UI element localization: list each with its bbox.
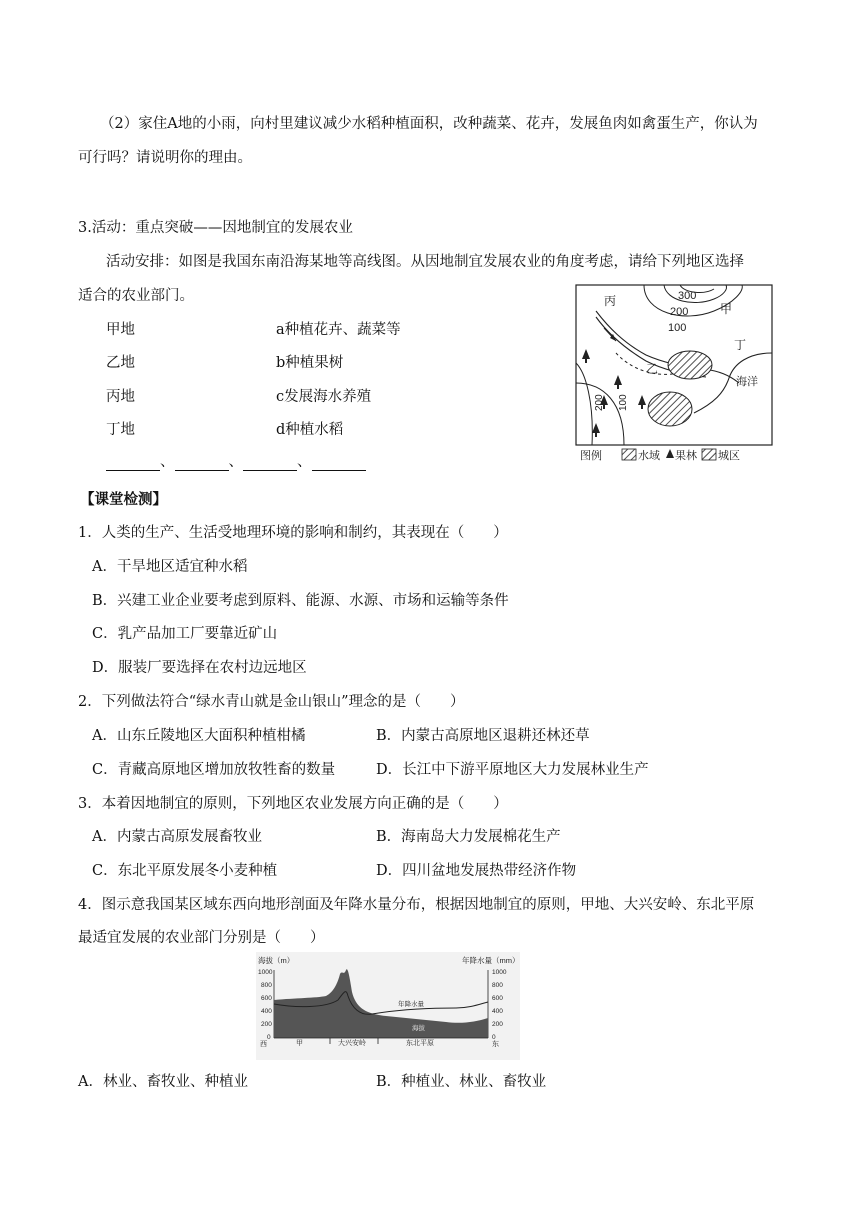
svg-text:600: 600 xyxy=(261,995,272,1002)
svg-text:600: 600 xyxy=(492,995,503,1002)
right-axis-title: 年降水量（mm） xyxy=(462,956,520,965)
option-b: b种植果树 xyxy=(276,355,344,371)
option-c: c发展海水养殖 xyxy=(276,389,372,405)
water-area xyxy=(668,351,712,379)
legend-tree-icon xyxy=(666,449,674,458)
terrain-profile-figure xyxy=(256,952,520,1060)
q1-option-c[interactable]: C．乳产品加工厂要靠近矿山 xyxy=(92,626,278,642)
city-area xyxy=(648,392,692,426)
blank-separator: 、 xyxy=(297,454,312,470)
svg-text:800: 800 xyxy=(492,982,503,989)
place-jia: 甲地 xyxy=(106,322,135,338)
q1-option-d[interactable]: D．服装厂要选择在农村边远地区 xyxy=(92,660,307,676)
legend-water-swatch xyxy=(622,449,636,460)
legend-city: 城区 xyxy=(718,450,740,462)
q2-stem: 2．下列做法符合“绿水青山就是金山银山”理念的是（ ） xyxy=(78,694,465,710)
place-yi: 乙地 xyxy=(106,355,135,371)
contour-map xyxy=(574,283,774,465)
q2-option-c[interactable]: C．青藏高原地区增加放牧牲畜的数量 xyxy=(92,762,336,778)
q2-option-d[interactable]: D．长江中下游平原地区大力发展林业生产 xyxy=(376,762,649,778)
q3-option-d[interactable]: D．四川盆地发展热带经济作物 xyxy=(376,863,577,879)
west-label: 西 xyxy=(260,1041,267,1048)
map-label-yi: 乙 xyxy=(646,362,659,376)
q3-option-a[interactable]: A．内蒙古高原发展畜牧业 xyxy=(92,829,262,845)
q2-option-b[interactable]: B．内蒙古高原地区退耕还林还草 xyxy=(376,728,590,744)
q4-option-a[interactable]: A．林业、畜牧业、种植业 xyxy=(78,1074,248,1090)
section-title-check: 【课堂检测】 xyxy=(80,491,167,508)
precip-curve-label: 年降水量 xyxy=(398,1001,424,1008)
contour-label-left-100: 100 xyxy=(618,394,629,411)
contour-label-300: 300 xyxy=(678,290,697,302)
svg-text:0: 0 xyxy=(267,1034,271,1041)
left-axis-title: 海拔（m） xyxy=(258,956,295,965)
svg-text:0: 0 xyxy=(492,1034,496,1041)
place-bing: 丙地 xyxy=(106,389,135,405)
activity-intro-line2: 适合的农业部门。 xyxy=(78,288,194,304)
q4-stem-line2: 最适宜发展的农业部门分别是（ ） xyxy=(78,930,325,946)
q3-option-c[interactable]: C．东北平原发展冬小麦种植 xyxy=(92,863,278,879)
legend-water: 水域 xyxy=(638,450,660,462)
contour-label-left-200: 200 xyxy=(594,394,605,411)
map-label-ding: 丁 xyxy=(734,338,747,352)
q2-option-a[interactable]: A．山东丘陵地区大面积种植柑橘 xyxy=(92,728,306,744)
q4-stem-line1: 4．图示意我国某区域东西向地形剖面及年降水量分布，根据因地制宜的原则，甲地、大兴安岭、东北平原 xyxy=(78,897,755,913)
activity-title: 3.活动：重点突破——因地制宜的发展农业 xyxy=(78,220,353,236)
answer-blanks[interactable] xyxy=(106,450,366,471)
elev-curve-label: 海拔 xyxy=(412,1025,425,1032)
svg-text:400: 400 xyxy=(261,1008,272,1015)
svg-text:1000: 1000 xyxy=(492,969,507,976)
q1-option-b[interactable]: B．兴建工业企业要考虑到原料、能源、水源、市场和运输等条件 xyxy=(92,593,509,609)
svg-text:200: 200 xyxy=(492,1021,503,1028)
legend-title: 图例 xyxy=(580,450,602,462)
region-daxinganling: 大兴安岭 xyxy=(338,1040,366,1047)
map-label-jia: 甲 xyxy=(720,302,733,316)
east-label: 东 xyxy=(492,1041,499,1048)
q1-stem: 1．人类的生产、生活受地理环境的影响和制约，其表现在（ ） xyxy=(78,525,508,541)
q1-option-a[interactable]: A．干旱地区适宜种水稻 xyxy=(92,559,248,575)
q3-stem: 3．本着因地制宜的原则，下列地区农业发展方向正确的是（ ） xyxy=(78,796,508,812)
q3-option-b[interactable]: B．海南岛大力发展棉花生产 xyxy=(376,829,561,845)
answer-blank-2[interactable] xyxy=(175,457,229,471)
region-jia: 甲 xyxy=(296,1040,303,1047)
contour-label-100: 100 xyxy=(668,322,687,334)
svg-text:1000: 1000 xyxy=(258,969,273,976)
map-label-bing: 丙 xyxy=(604,294,617,308)
svg-text:800: 800 xyxy=(261,982,272,989)
option-a: a种植花卉、蔬菜等 xyxy=(276,322,401,338)
activity-intro-line1: 活动安排：如图是我国东南沿海某地等高线图。从因地制宜发展农业的角度考虑，请给下列地区选择 xyxy=(106,254,744,270)
contour-label-200: 200 xyxy=(670,306,689,318)
answer-blank-3[interactable] xyxy=(243,457,297,471)
place-ding: 丁地 xyxy=(106,422,135,438)
legend-orchard: 果林 xyxy=(675,450,697,462)
legend-city-swatch xyxy=(702,449,716,460)
q2-part-line1: （2）家住A地的小雨，向村里建议减少水稻种植面积，改种蔬菜、花卉，发展鱼肉如禽蛋生产，你认为 xyxy=(100,116,758,132)
q2-part-line2: 可行吗？请说明你的理由。 xyxy=(78,150,252,166)
q4-option-b[interactable]: B．种植业、林业、畜牧业 xyxy=(376,1074,547,1090)
svg-text:400: 400 xyxy=(492,1008,503,1015)
blank-separator: 、 xyxy=(228,454,243,470)
answer-blank-1[interactable] xyxy=(106,457,160,471)
option-d: d种植水稻 xyxy=(276,422,344,438)
region-dongbei-plain: 东北平原 xyxy=(406,1040,434,1047)
blank-separator: 、 xyxy=(160,454,175,470)
answer-blank-4[interactable] xyxy=(312,457,366,471)
svg-text:200: 200 xyxy=(261,1021,272,1028)
map-label-ocean: 海洋 xyxy=(736,376,758,388)
